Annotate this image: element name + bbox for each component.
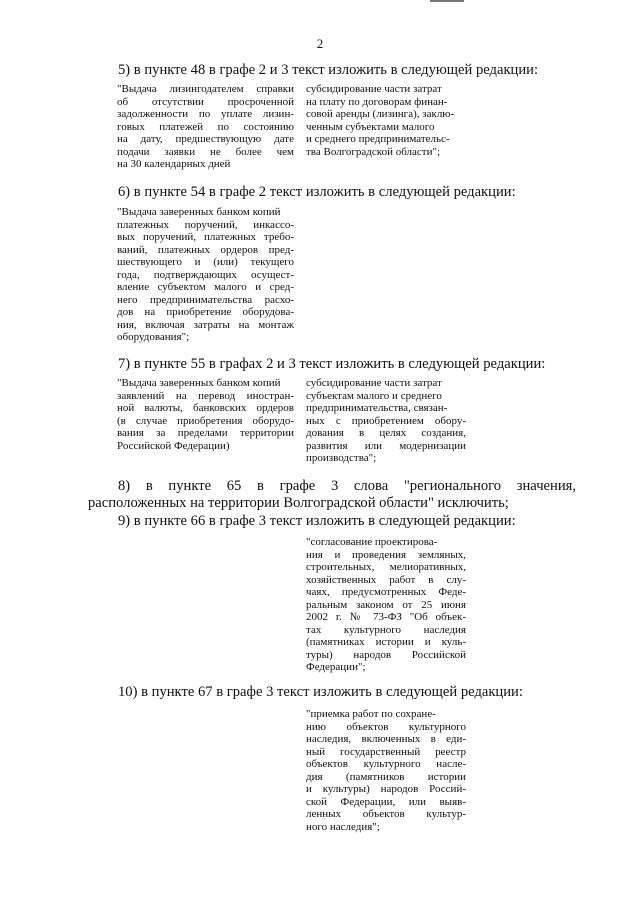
text-line: ных с приобретением обору- [306,414,466,427]
instruction-8 [88,478,576,512]
text-line: субсидирование части затрат [306,83,442,95]
text-line: ральным законом от 25 июня [306,598,466,611]
text-line: вых поручений, платежных требо- [117,231,294,243]
text-line: ния, включая затраты на монтаж [117,318,294,331]
instruction-8-line-2: расположенных на территории Волгоградской области" исключить; [88,495,509,511]
instruction-5: 5) в пункте 48 в графе 2 и 3 текст изложить в следующей редакции: [118,62,539,78]
text-line: дия (памятников истории [306,770,466,783]
text-line: субсидирование части затрат [306,377,442,389]
instruction-7: 7) в пункте 55 в графах 2 и 3 текст изложить в следующей редакции: [118,356,546,372]
item-7-column-2 [117,377,294,452]
text-line: и среднего предпринимательс- [306,133,450,145]
text-line: и культуры) народов Россий- [306,783,466,795]
top-edge-mark [430,0,464,2]
text-line: "Выдача заверенных банком копий [117,206,281,218]
text-line: на 30 календарных дней [117,158,231,170]
text-line: ваний, платежных ордеров пред- [117,243,294,256]
text-line: ленных объектов культур- [306,808,466,820]
instruction-9: 9) в пункте 66 в графе 3 текст изложить в следующей редакции: [118,513,516,529]
text-line: года, подтверждающих осущест- [117,268,294,281]
text-line: "Выдача лизингодателем справки [117,83,294,95]
text-line: субъектам малого и среднего [306,389,442,402]
item-10-column-3 [306,708,466,833]
text-line: заявлений на перевод иностран- [117,389,294,402]
text-line: шествующего и (или) текущего [117,256,294,268]
text-line: "приемка работ по сохране- [306,708,436,720]
text-line: вания за пределами территории [117,427,294,439]
text-line: ного наследия"; [306,820,380,833]
text-line: платежных поручений, инкассо- [117,218,294,231]
text-line: об отсутствии просроченной [117,95,294,108]
text-line: ной валюты, банковских ордеров [117,402,294,414]
text-line: Федерации"; [306,661,366,673]
instruction-8-line-1: 8) в пункте 65 в графе 3 слова "регионального значения, [118,478,576,494]
text-line: Российской Федерации) [117,439,230,452]
text-line: объектов культурного насле- [306,758,466,770]
text-line: говых платежей по состоянию [117,120,294,133]
text-line: на плату по договорам финан- [306,95,448,108]
text-line: тах культурного наследия [306,623,466,636]
text-line: производства"; [306,452,377,464]
item-7-column-3 [306,377,466,465]
instruction-10: 10) в пункте 67 в графе 3 текст изложить в следующей редакции: [118,684,523,700]
text-line: предпринимательства, связан- [306,402,448,414]
text-line: подачи заявки не более чем [117,145,294,158]
text-line: "Выдача заверенных банком копий [117,377,281,389]
text-line: (в случае приобретения оборудо- [117,414,294,427]
item-5-column-3 [306,83,466,158]
text-line: туры) народов Российской [306,648,466,661]
text-line: чаях, предусмотренных Феде- [306,586,466,598]
text-line: задолженности по уплате лизин- [117,108,294,120]
text-line: (памятниках истории и куль- [306,636,466,648]
text-line: ской Федерации, или выяв- [306,795,466,808]
text-line: дования в целях создания, [306,427,466,439]
text-line: развития или модернизации [306,439,466,452]
page-number: 2 [316,36,324,51]
text-line: строительных, мелиоративных, [306,561,466,573]
text-line: ный государственный реестр [306,745,466,758]
text-line: дов на приобретение оборудова- [117,306,294,318]
text-line: ченным субъектами малого [306,120,435,133]
text-line: него предпринимательства расхо- [117,293,294,306]
text-line: тва Волгоградской области"; [306,145,441,158]
text-line: "согласование проектирова- [306,536,438,548]
text-line: 2002 г. № 73-ФЗ "Об объек- [306,611,466,623]
text-line: хозяйственных работ в слу- [306,573,466,586]
item-5-column-2 [117,83,294,171]
item-6-column-2 [117,206,294,344]
text-line: ния и проведения земляных, [306,548,466,561]
instruction-6: 6) в пункте 54 в графе 2 текст изложить в следующей редакции: [118,184,516,200]
text-line: совой аренды (лизинга), заклю- [306,108,455,120]
text-line: на дату, предшествующую дате [117,133,294,145]
text-line: наследия, включенных в еди- [306,733,466,745]
text-line: вление субъектом малого и сред- [117,281,294,293]
item-9-column-3 [306,536,466,674]
text-line: нию объектов культурного [306,720,466,733]
text-line: оборудования"; [117,331,190,343]
